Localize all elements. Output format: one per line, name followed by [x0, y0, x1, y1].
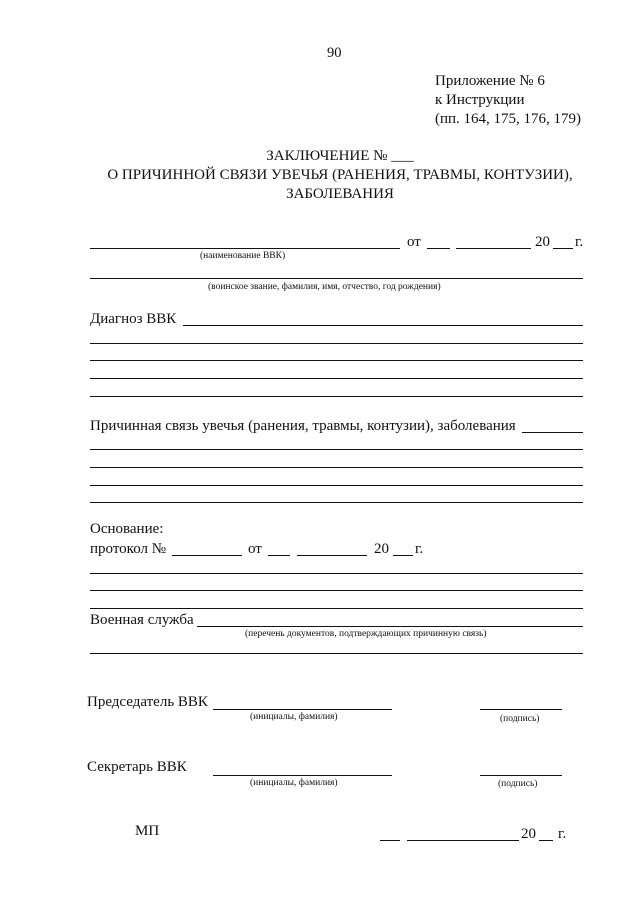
footer-year-line[interactable] — [539, 840, 553, 841]
causal-line-3[interactable] — [90, 467, 583, 468]
footer-year-prefix: 20 — [521, 826, 536, 842]
chairman-sign-line[interactable] — [480, 709, 562, 710]
protocol-year-line[interactable] — [393, 555, 413, 556]
date-year-suffix: г. — [575, 234, 584, 250]
date-year-line[interactable] — [553, 248, 573, 249]
service-caption: (перечень документов, подтверждающих причинную связь) — [245, 629, 487, 639]
appendix-line-2: к Инструкции — [435, 92, 525, 108]
secretary-label: Секретарь ВВК — [87, 759, 187, 775]
diagnosis-line-5[interactable] — [90, 396, 583, 397]
vvk-name-line[interactable] — [90, 248, 400, 249]
diagnosis-line-4[interactable] — [90, 378, 583, 379]
basis-label: Основание: — [90, 521, 164, 537]
service-line-1[interactable] — [197, 626, 583, 627]
date-year-prefix: 20 — [535, 234, 550, 250]
secretary-sign-caption: (подпись) — [498, 779, 538, 789]
protocol-month-line[interactable] — [297, 555, 367, 556]
causal-line-5[interactable] — [90, 502, 583, 503]
diagnosis-line-2[interactable] — [90, 343, 583, 344]
causal-label: Причинная связь увечья (ранения, травмы, контузии), заболевания — [90, 418, 516, 434]
service-label: Военная служба — [90, 612, 194, 628]
protocol-label: протокол № — [90, 541, 167, 557]
chairman-name-caption: (инициалы, фамилия) — [250, 712, 338, 722]
appendix-line-1: Приложение № 6 — [435, 73, 545, 89]
footer-month-line[interactable] — [407, 840, 519, 841]
person-caption: (воинское звание, фамилия, имя, отчество, год рождения) — [208, 282, 441, 292]
title-line-1: ЗАКЛЮЧЕНИЕ № ___ — [266, 148, 414, 164]
title-line-3: ЗАБОЛЕВАНИЯ — [286, 186, 394, 202]
vvk-name-caption: (наименование ВВК) — [200, 251, 286, 261]
secretary-sign-line[interactable] — [480, 775, 562, 776]
diagnosis-label: Диагноз ВВК — [90, 311, 177, 327]
protocol-year-prefix: 20 — [374, 541, 389, 557]
page-number: 90 — [327, 45, 342, 61]
footer-day-line[interactable] — [380, 840, 400, 841]
protocol-ot-label: от — [248, 541, 262, 557]
basis-line-2[interactable] — [90, 590, 583, 591]
chairman-sign-caption: (подпись) — [500, 714, 540, 724]
basis-line-1[interactable] — [90, 573, 583, 574]
date-ot-label: от — [407, 234, 421, 250]
person-line[interactable] — [90, 278, 583, 279]
chairman-label: Председатель ВВК — [87, 694, 208, 710]
footer-year-suffix: г. — [558, 826, 567, 842]
date-month-line[interactable] — [456, 248, 531, 249]
secretary-name-caption: (инициалы, фамилия) — [250, 778, 338, 788]
seal-label: МП — [135, 823, 160, 839]
title-line-2: О ПРИЧИННОЙ СВЯЗИ УВЕЧЬЯ (РАНЕНИЯ, ТРАВМЫ, КОНТУЗИИ), — [107, 167, 573, 183]
basis-line-3[interactable] — [90, 608, 583, 609]
chairman-name-line[interactable] — [213, 709, 392, 710]
protocol-day-line[interactable] — [268, 555, 290, 556]
secretary-name-line[interactable] — [213, 775, 392, 776]
service-line-2[interactable] — [90, 653, 583, 654]
causal-line-4[interactable] — [90, 485, 583, 486]
date-day-line[interactable] — [427, 248, 450, 249]
causal-line-2[interactable] — [90, 449, 583, 450]
diagnosis-line-3[interactable] — [90, 360, 583, 361]
causal-line-1[interactable] — [522, 432, 583, 433]
protocol-year-suffix: г. — [415, 541, 424, 557]
appendix-line-3: (пп. 164, 175, 176, 179) — [435, 111, 582, 127]
protocol-number-line[interactable] — [172, 555, 242, 556]
diagnosis-line-1[interactable] — [183, 325, 583, 326]
